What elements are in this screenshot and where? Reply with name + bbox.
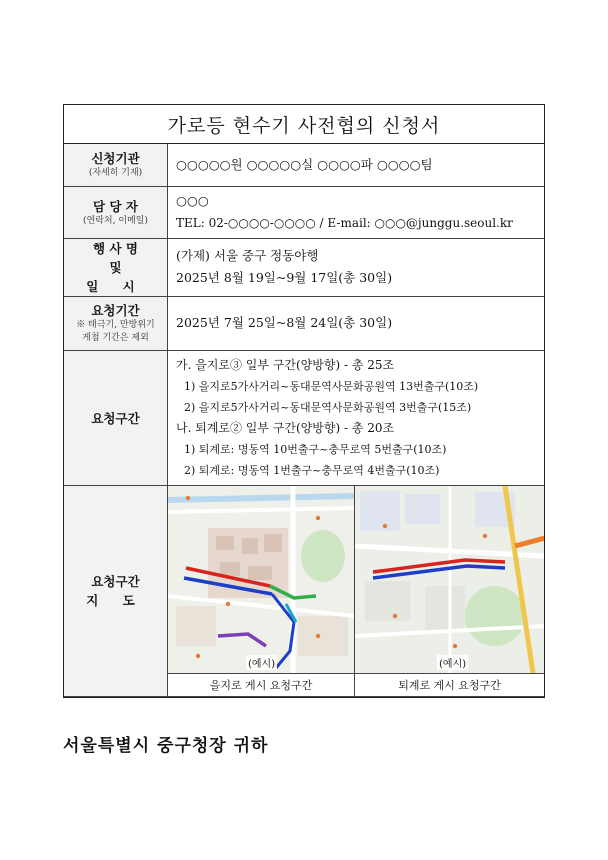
toegyero-map: [355, 486, 544, 673]
form-table: [64, 144, 544, 697]
section-label-cell: [64, 350, 168, 485]
applicant-sublabel: (자세히 기재): [88, 168, 143, 179]
period-value: 2025년 7월 25일~8월 24일(총 30일): [168, 296, 545, 350]
period-label-cell: [64, 296, 168, 350]
applicant-label-cell: [64, 144, 168, 186]
contact-row: [64, 186, 544, 238]
section-item: 2) 을지로5가사거리~동대문역사문화공원역 3번출구(15조): [184, 400, 472, 414]
contact-value-cell: [168, 186, 545, 238]
event-row: [64, 238, 544, 296]
section-item: 2) 퇴계로: 명동역 1번출구~충무로역 4번출구(10조): [184, 463, 440, 477]
applicant-row: [64, 144, 544, 186]
section-group-heading: 나. 퇴계로② 일부 구간(양방향) - 총 20조: [176, 420, 395, 435]
event-dates: 2025년 8월 19일~9월 17일(총 30일): [176, 270, 393, 285]
applicant-label: 신청기관: [91, 151, 140, 167]
period-note-line1: ※ 태극기, 만방위기: [76, 320, 155, 330]
map-label-line1: 요청구간: [91, 573, 140, 589]
euljiro-map-graphic: [168, 486, 355, 673]
applicant-value: ○○○○○원 ○○○○○실 ○○○○파 ○○○○팀: [168, 144, 545, 186]
maps-container: [168, 486, 544, 673]
contact-label: 담 당 자: [93, 198, 138, 214]
contact-details: TEL: 02-○○○○-○○○○ / E-mail: ○○○@junggu.seoul.kr: [176, 216, 513, 230]
map-value-cell: [168, 485, 545, 696]
section-value-cell: [168, 350, 545, 485]
map-caption-row: [168, 673, 544, 696]
example-tag-left: (예시): [246, 655, 277, 670]
application-form: [63, 104, 545, 698]
caption-right: 퇴계로 게시 요청구간: [398, 678, 501, 692]
event-name: (가제) 서울 중구 정동야행: [176, 248, 319, 263]
map-row: [64, 485, 544, 696]
event-label-line1: 행 사 명: [93, 240, 138, 256]
period-row: [64, 296, 544, 350]
section-item: 1) 을지로5가사거리~동대문역사문화공원역 13번출구(10조): [184, 379, 479, 393]
section-label: 요청구간: [91, 410, 140, 426]
map-label-cell: [64, 485, 168, 696]
event-label-cell: [64, 238, 168, 296]
event-label-line2: 및: [109, 259, 122, 275]
contact-sublabel: (연락처, 이메일): [83, 215, 148, 226]
section-item: 1) 퇴계로: 명동역 10번출구~충무로역 5번출구(10조): [184, 442, 447, 456]
form-title: 가로등 현수기 사전협의 신청서: [64, 105, 544, 144]
contact-name: ○○○: [176, 193, 209, 208]
contact-label-cell: [64, 186, 168, 238]
euljiro-map: [168, 486, 355, 673]
event-value-cell: [168, 238, 545, 296]
section-group-heading: 가. 을지로③ 일부 구간(양방향) - 총 25조: [176, 357, 395, 372]
event-label-line3: 일 시: [86, 278, 145, 294]
period-label: 요청기간: [91, 303, 140, 318]
section-row: [64, 350, 544, 485]
addressee: 서울특별시 중구청장 귀하: [63, 736, 269, 756]
toegyero-map-graphic: [355, 486, 544, 673]
example-tag-right: (예시): [437, 655, 468, 670]
map-label-line2: 지 도: [86, 592, 145, 608]
period-note-line2: 게첨 기간은 제외: [82, 333, 149, 343]
caption-left: 을지로 게시 요청구간: [168, 674, 355, 696]
